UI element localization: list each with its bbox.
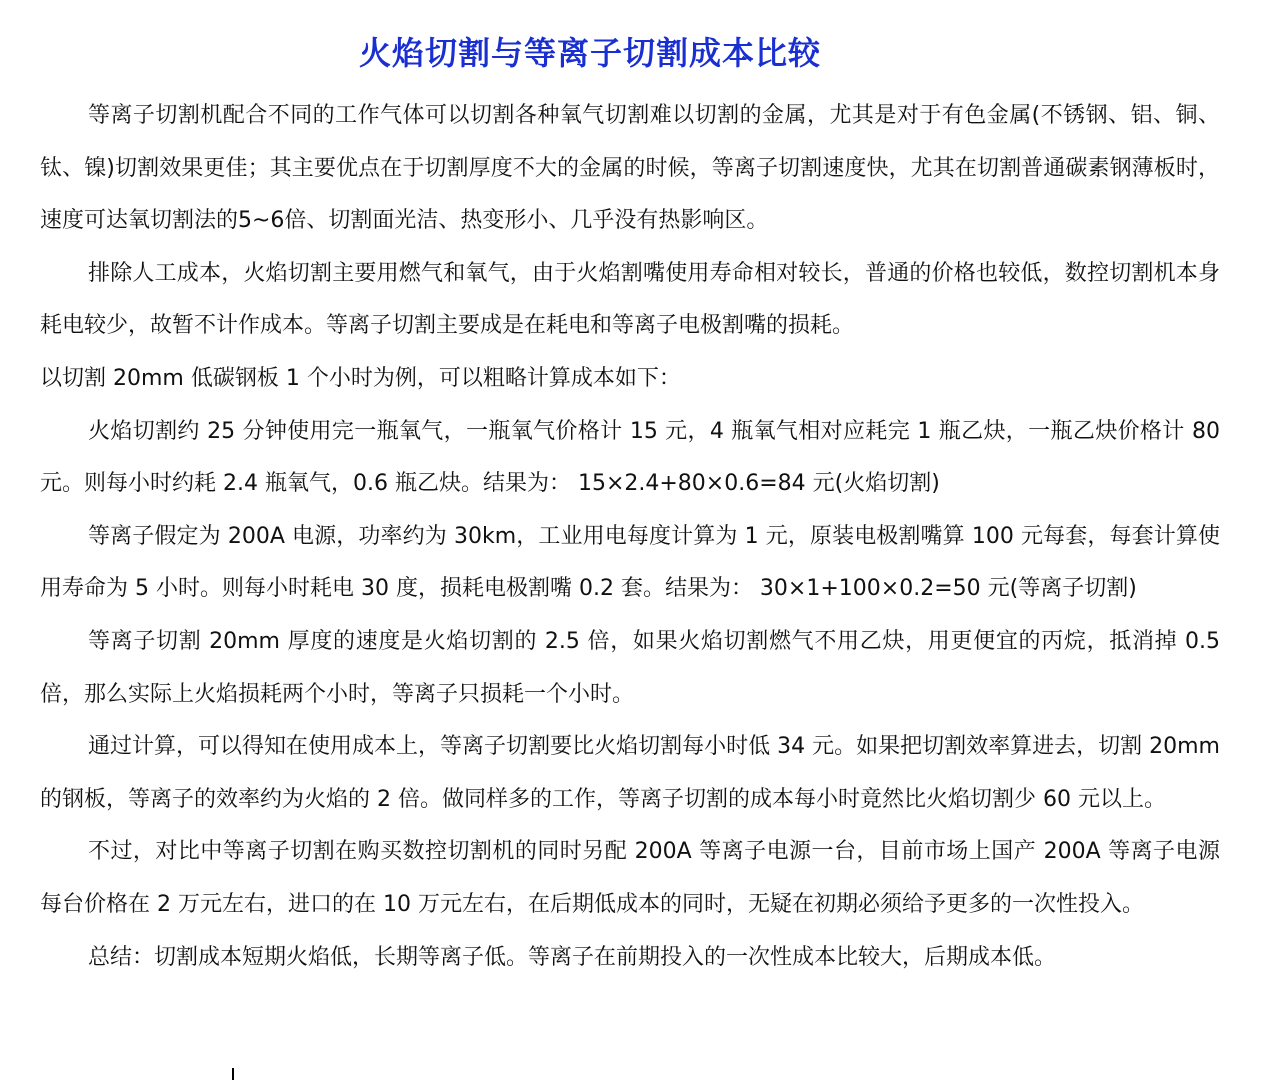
paragraph-cost-exclusion: 排除人工成本，火焰切割主要用燃气和氧气，由于火焰割嘴使用寿命相对较长，普通的价格也较低，数控切割机本身耗电较少，故暂不计作成本。等离子切割主要成是在耗电和等离子电极割嘴的损耗。 [40,260,1220,339]
paragraph-plasma-cost: 等离子假定为 200A 电源，功率约为 30km，工业用电每度计算为 1 元，原装电极割嘴算 100 元每套，每套计算使用寿命为 5 小时。则每小时耗电 30 度，损耗电极割嘴 0.2 套。结果为： 30×1+100×0.2=50 元(等离子切割) [40,523,1220,602]
paragraph-speed-comparison: 等离子切割 20mm 厚度的速度是火焰切割的 2.5 倍，如果火焰切割燃气不用乙炔，用更便宜的丙烷，抵消掉 0.5 倍，那么实际上火焰损耗两个小时，等离子只损耗一个小时。 [40,628,1220,707]
paragraph-summary: 总结：切割成本短期火焰低，长期等离子低。等离子在前期投入的一次性成本比较大，后期成本低。 [88,944,1057,970]
page-title: 火焰切割与等离子切割成本比较 [358,34,821,72]
paragraph-intro: 等离子切割机配合不同的工作气体可以切割各种氧气切割难以切割的金属，尤其是对于有色金属(不锈钢、铝、铜、钛、镍)切割效果更佳；其主要优点在于切割厚度不大的金属的时候，等离子切割速度快，尤其在切割普通碳素钢薄板时，速度可达氧切割法的5~6倍、切割面光洁、热变形小、几乎没有热影响区。 [40,103,1220,234]
paragraph-calculation-result: 通过计算，可以得知在使用成本上，等离子切割要比火焰切割每小时低 34 元。如果把切割效率算进去，切割 20mm 的钢板，等离子的效率约为火焰的 2 倍。做同样多的工作，等离子切割的成本每小时竟然比火焰切割少 60 元以上。 [40,734,1220,812]
document-body [40,90,1220,984]
text-cursor [232,1068,234,1080]
paragraph-flame-cost: 火焰切割约 25 分钟使用完一瓶氧气，一瓶氧气价格计 15 元，4 瓶氧气相对应耗完 1 瓶乙炔，一瓶乙炔价格计 80 元。则每小时约耗 2.4 瓶氧气，0.6 瓶乙炔。结果为： 15×2.4+80×0.6=84 元(火焰切割) [40,418,1220,497]
paragraph-investment: 不过，对比中等离子切割在购买数控切割机的同时另配 200A 等离子电源一台，目前市场上国产 200A 等离子电源每台价格在 2 万元左右，进口的在 10 万元左右，在后期低成本的同时，无疑在初期必须给予更多的一次性投入。 [40,839,1220,917]
paragraph-example-setup: 以切割 20mm 低碳钢板 1 个小时为例，可以粗略计算成本如下： [40,365,681,391]
